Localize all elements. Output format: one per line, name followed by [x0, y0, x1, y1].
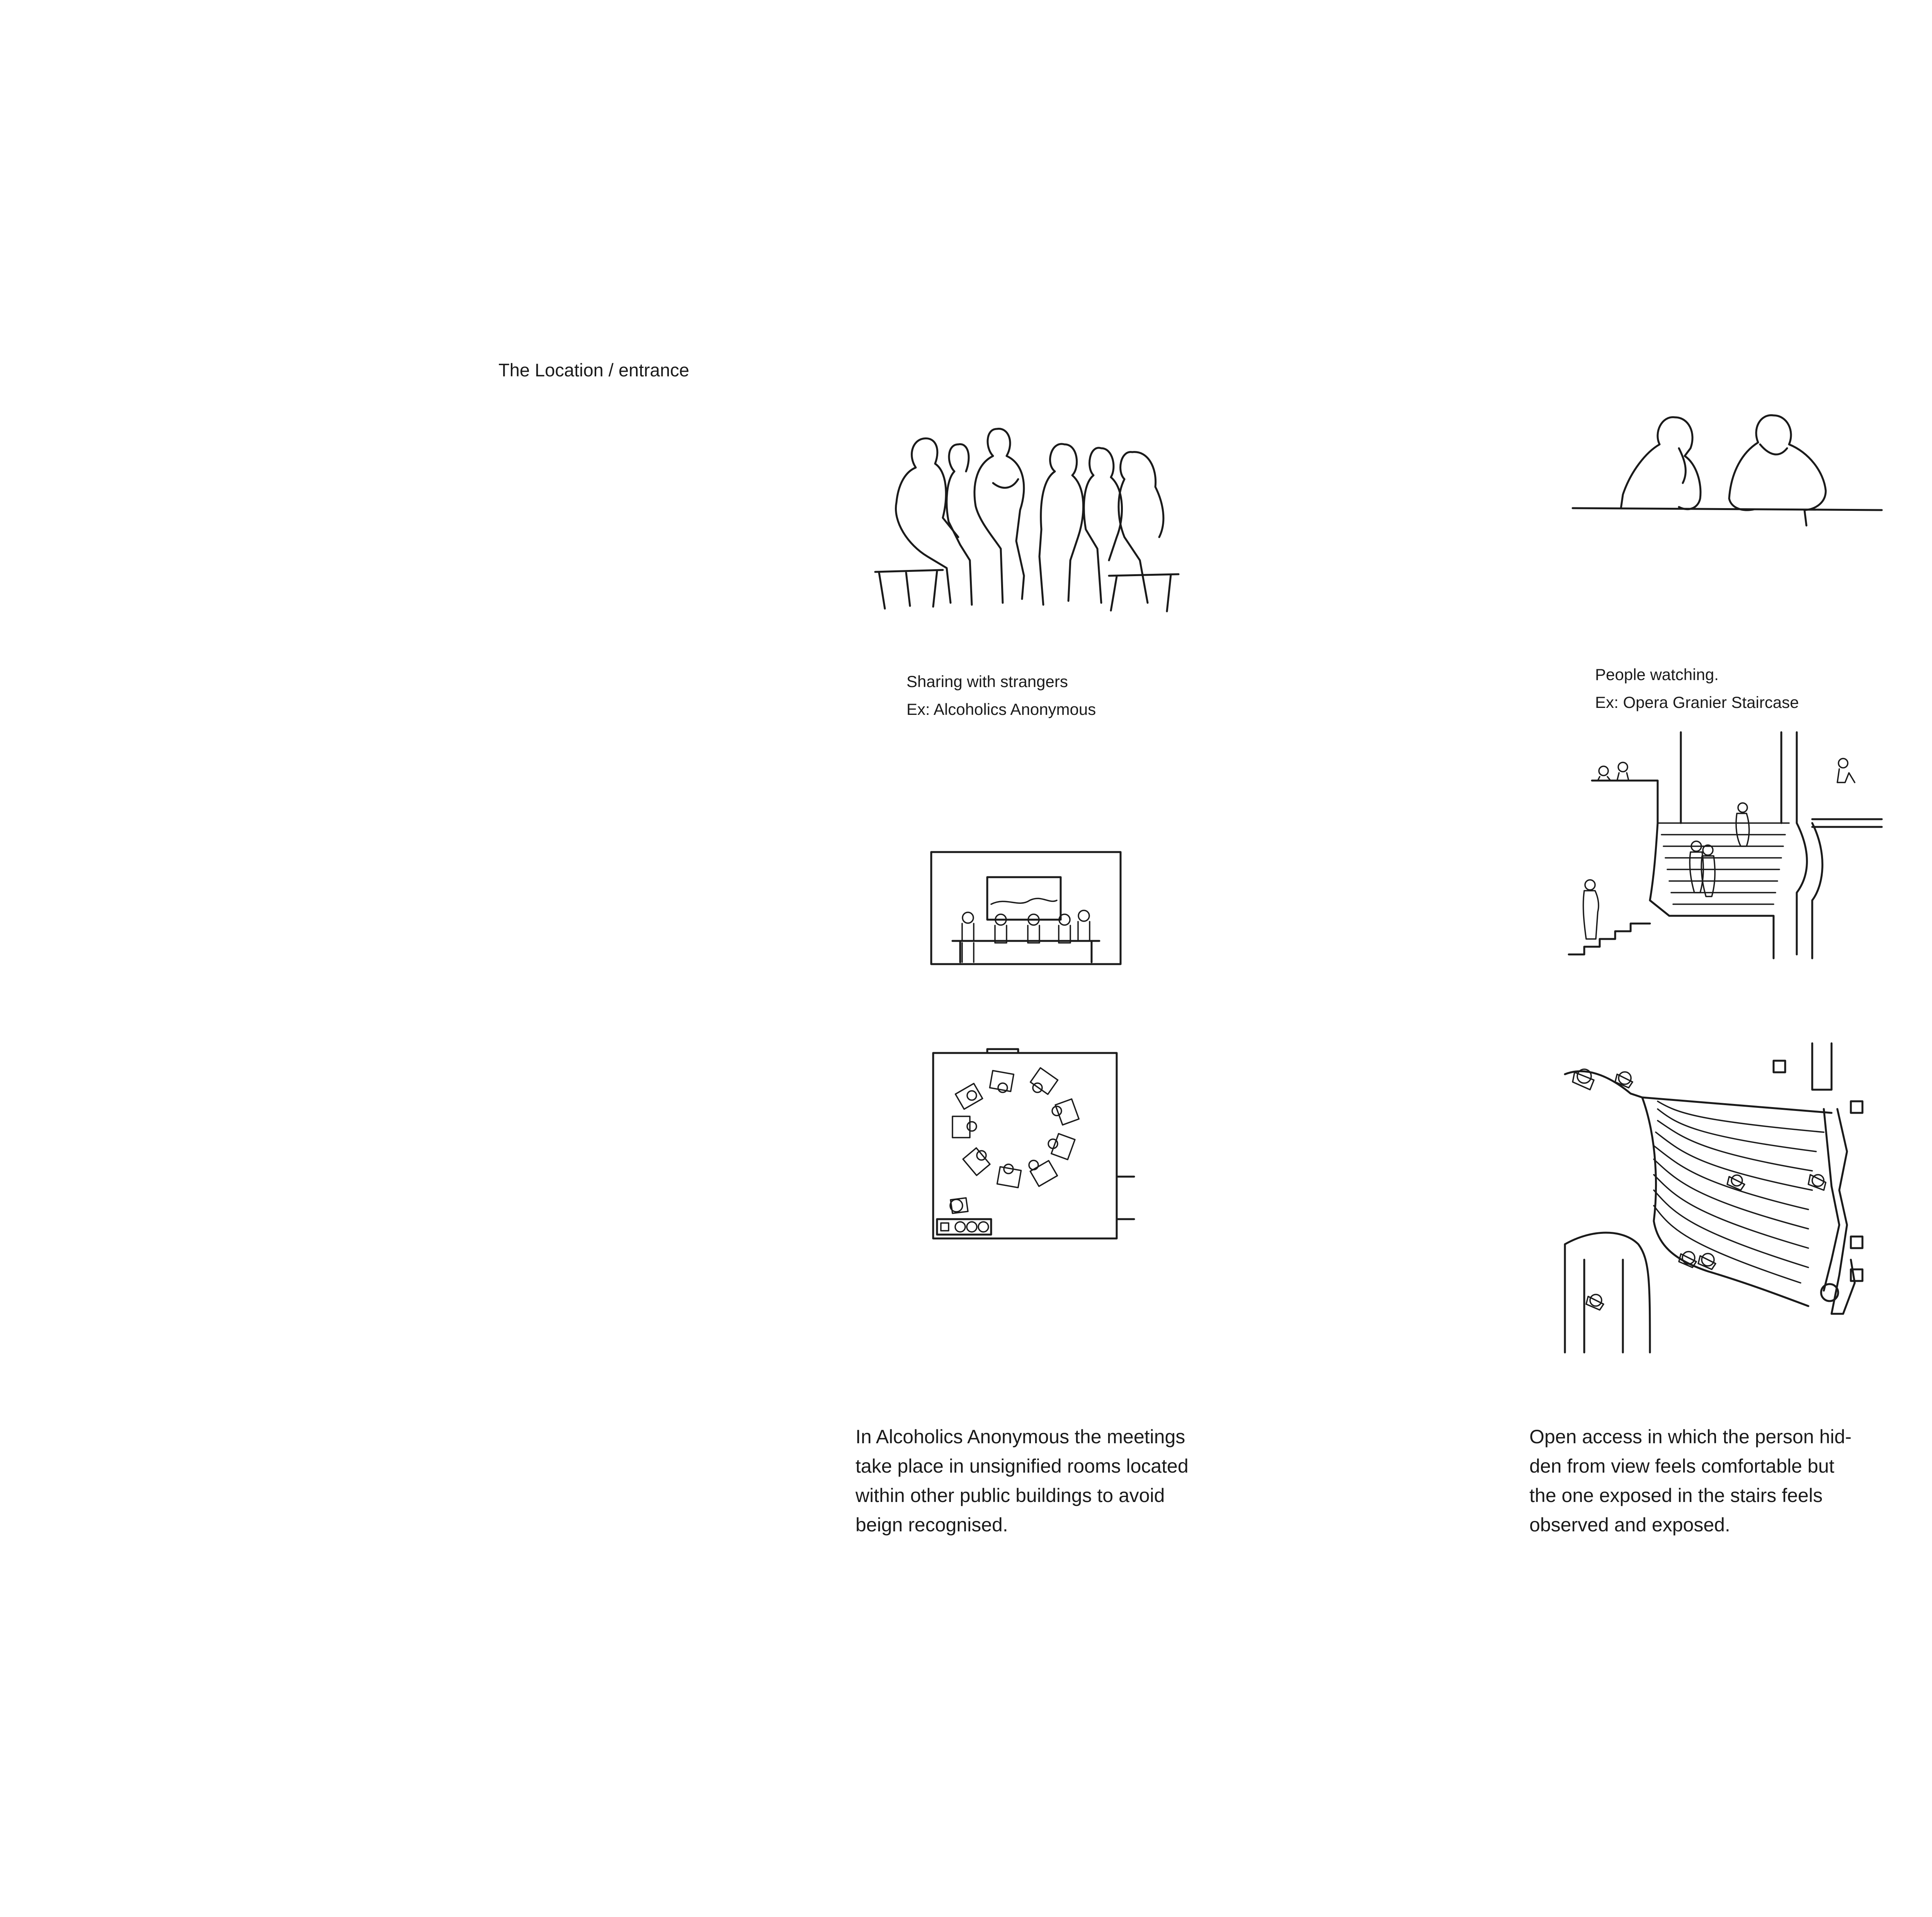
left-caption-line1: Sharing with strangers	[906, 672, 1068, 691]
left-paragraph: In Alcoholics Anonymous the meetings take place in unsignified rooms located within other public buildings to avoid beign recognised.	[855, 1426, 1189, 1536]
right-paragraph: Open access in which the person hid- den from view feels comfortable but the one exposed in the stairs feels observed and exposed.	[1529, 1426, 1852, 1536]
staircase-plan	[1561, 1043, 1889, 1352]
right-caption-line2: Ex: Opera Granier Staircase	[1595, 693, 1799, 711]
right-caption	[1595, 661, 1799, 716]
right-caption-line1: People watching.	[1595, 665, 1719, 684]
meeting-room-section	[929, 850, 1122, 966]
left-caption	[906, 668, 1096, 723]
meeting-room-plan	[929, 1049, 1138, 1242]
staircase-section	[1565, 730, 1889, 962]
people-watching-sketch	[1569, 406, 1886, 529]
left-caption-line2: Ex: Alcoholics Anonymous	[906, 700, 1096, 718]
page-heading: The Location / entrance	[498, 360, 689, 380]
group-sharing-sketch	[869, 421, 1198, 622]
